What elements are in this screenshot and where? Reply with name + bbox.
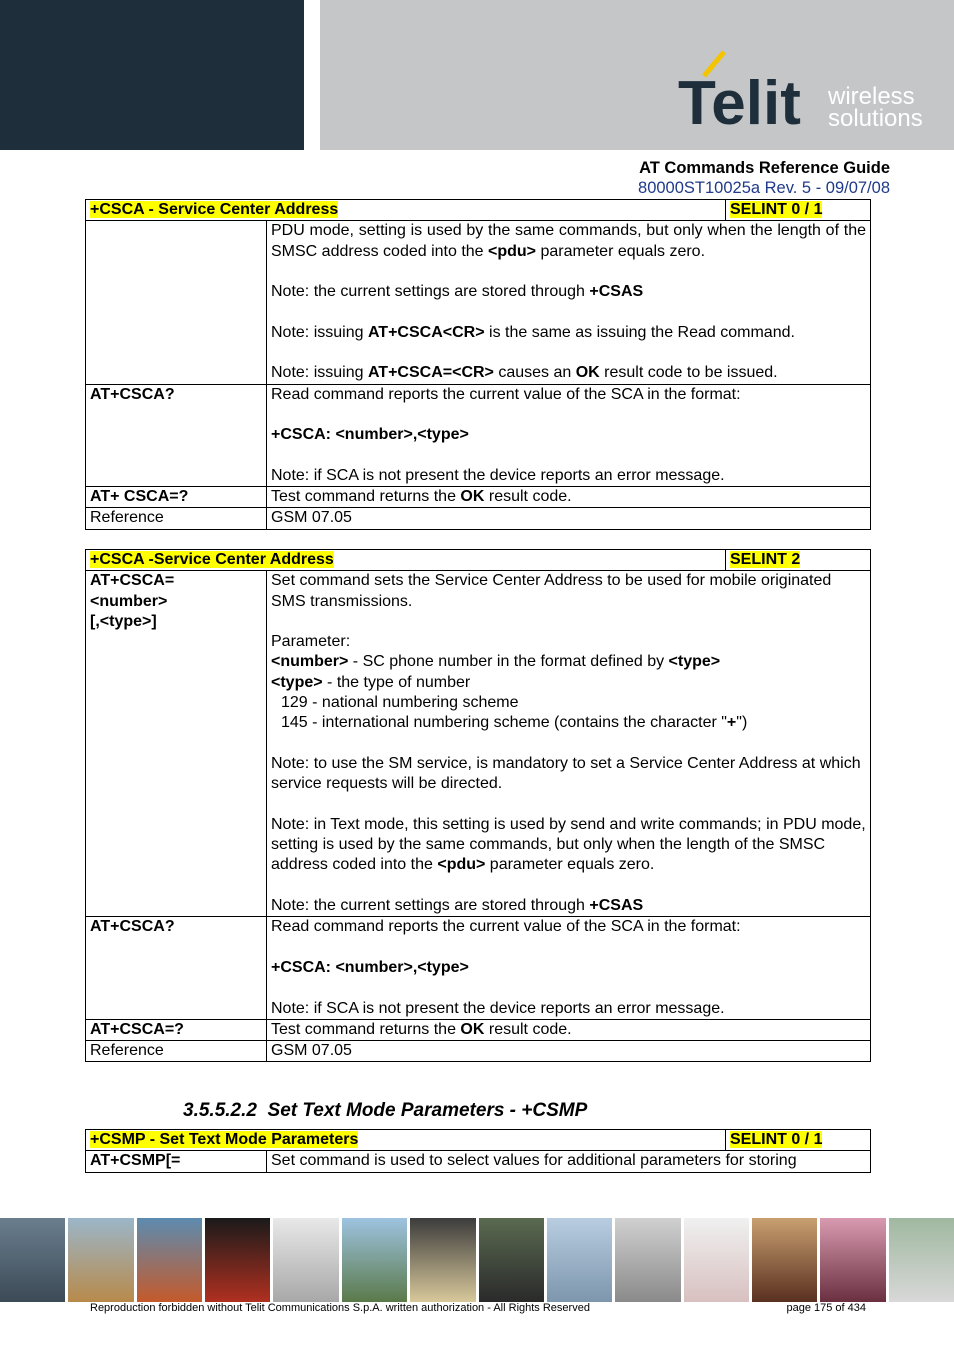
footer-photo-strip [0, 1218, 954, 1302]
section-heading: 3.5.5.2.2 Set Text Mode Parameters - +CSMP [183, 1100, 588, 1121]
telit-logo [676, 48, 946, 138]
header-dark-panel [0, 0, 304, 150]
footer [90, 1302, 866, 1314]
table-row: AT+CSMP[= Set command is used to select values for additional parameters for storing [86, 1151, 871, 1172]
document-id: 80000ST10025a Rev. 5 - 09/07/08 [638, 179, 890, 197]
csca-table-selint2 [85, 549, 871, 1062]
table-row: Reference GSM 07.05 [86, 508, 871, 529]
footer-copyright: Reproduction forbidden without Telit Communications S.p.A. written authorization - All Rights Reserved [90, 1302, 590, 1314]
selint-tag: SELINT 0 / 1 [730, 201, 823, 218]
page-number: page 175 of 434 [786, 1302, 866, 1314]
note-csas: Note: the current settings are stored through +CSAS [271, 283, 644, 301]
desc-paragraph: PDU mode, setting is used by the same commands, but only when the length of the SMSC address coded into the <pdu> parameter equals zero. [271, 222, 866, 260]
note-cr: Note: issuing AT+CSCA<CR> is the same as issuing the Read command. [271, 323, 795, 341]
command-name: AT+CSCA=? [86, 1019, 267, 1040]
table-row: AT+CSCA= <number> [,<type>] Set command sets the Service Center Address to be used for mobile originated SMS transmissions. Parameter: <number> - SC phone number in the format defined by <type> <type> - the type of number 129 - national numbering scheme 145 - international numbering scheme (contains the character "+") Note: to use the SM service, is mandatory to set a Service Center Address at which service requests will be directed. Note: in Text mode, this setting is used by send and write commands; in PDU mode, setting is used by the same commands, but only when the length of the SMSC address coded into the <pdu> parameter equals zero. Note: the current settings are stored through +CSAS [86, 571, 871, 917]
table-title: +CSCA -Service Center Address [90, 551, 334, 568]
logo-brand: Telit [678, 69, 801, 138]
command-name: AT+CSCA? [86, 917, 267, 1019]
table-header-row [86, 550, 871, 571]
logo-tagline-2: solutions [828, 105, 923, 132]
table-row: AT+CSCA=? Test command returns the OK result code. [86, 1019, 871, 1040]
note-empty-set: Note: issuing AT+CSCA=<CR> causes an OK result code to be issued. [271, 364, 778, 382]
logo-tagline-1: wireless [828, 83, 915, 110]
table-header-row [86, 200, 871, 221]
table-row: AT+CSCA? Read command reports the current value of the SCA in the format: +CSCA: <number>,<type> Note: if SCA is not present the device reports an error message. [86, 917, 871, 1019]
table-row: AT+CSCA? Read command reports the current value of the SCA in the format: +CSCA: <number>,<type> Note: if SCA is not present the device reports an error message. [86, 384, 871, 486]
table-title: +CSCA - Service Center Address [90, 201, 339, 218]
table-row [86, 221, 871, 384]
command-name: AT+CSCA? [86, 384, 267, 486]
document-title: AT Commands Reference Guide [639, 159, 890, 177]
selint-tag: SELINT 0 / 1 [730, 1131, 823, 1148]
command-name: AT+ CSCA=? [86, 487, 267, 508]
csmp-table [85, 1129, 871, 1173]
table-title: +CSMP - Set Text Mode Parameters [90, 1131, 359, 1148]
table-header-row [86, 1130, 871, 1151]
selint-tag: SELINT 2 [730, 551, 801, 568]
document-title-block [638, 158, 890, 198]
table-row: AT+ CSCA=? Test command returns the OK result code. [86, 487, 871, 508]
csca-table-selint01 [85, 199, 871, 530]
table-row: Reference GSM 07.05 [86, 1041, 871, 1062]
